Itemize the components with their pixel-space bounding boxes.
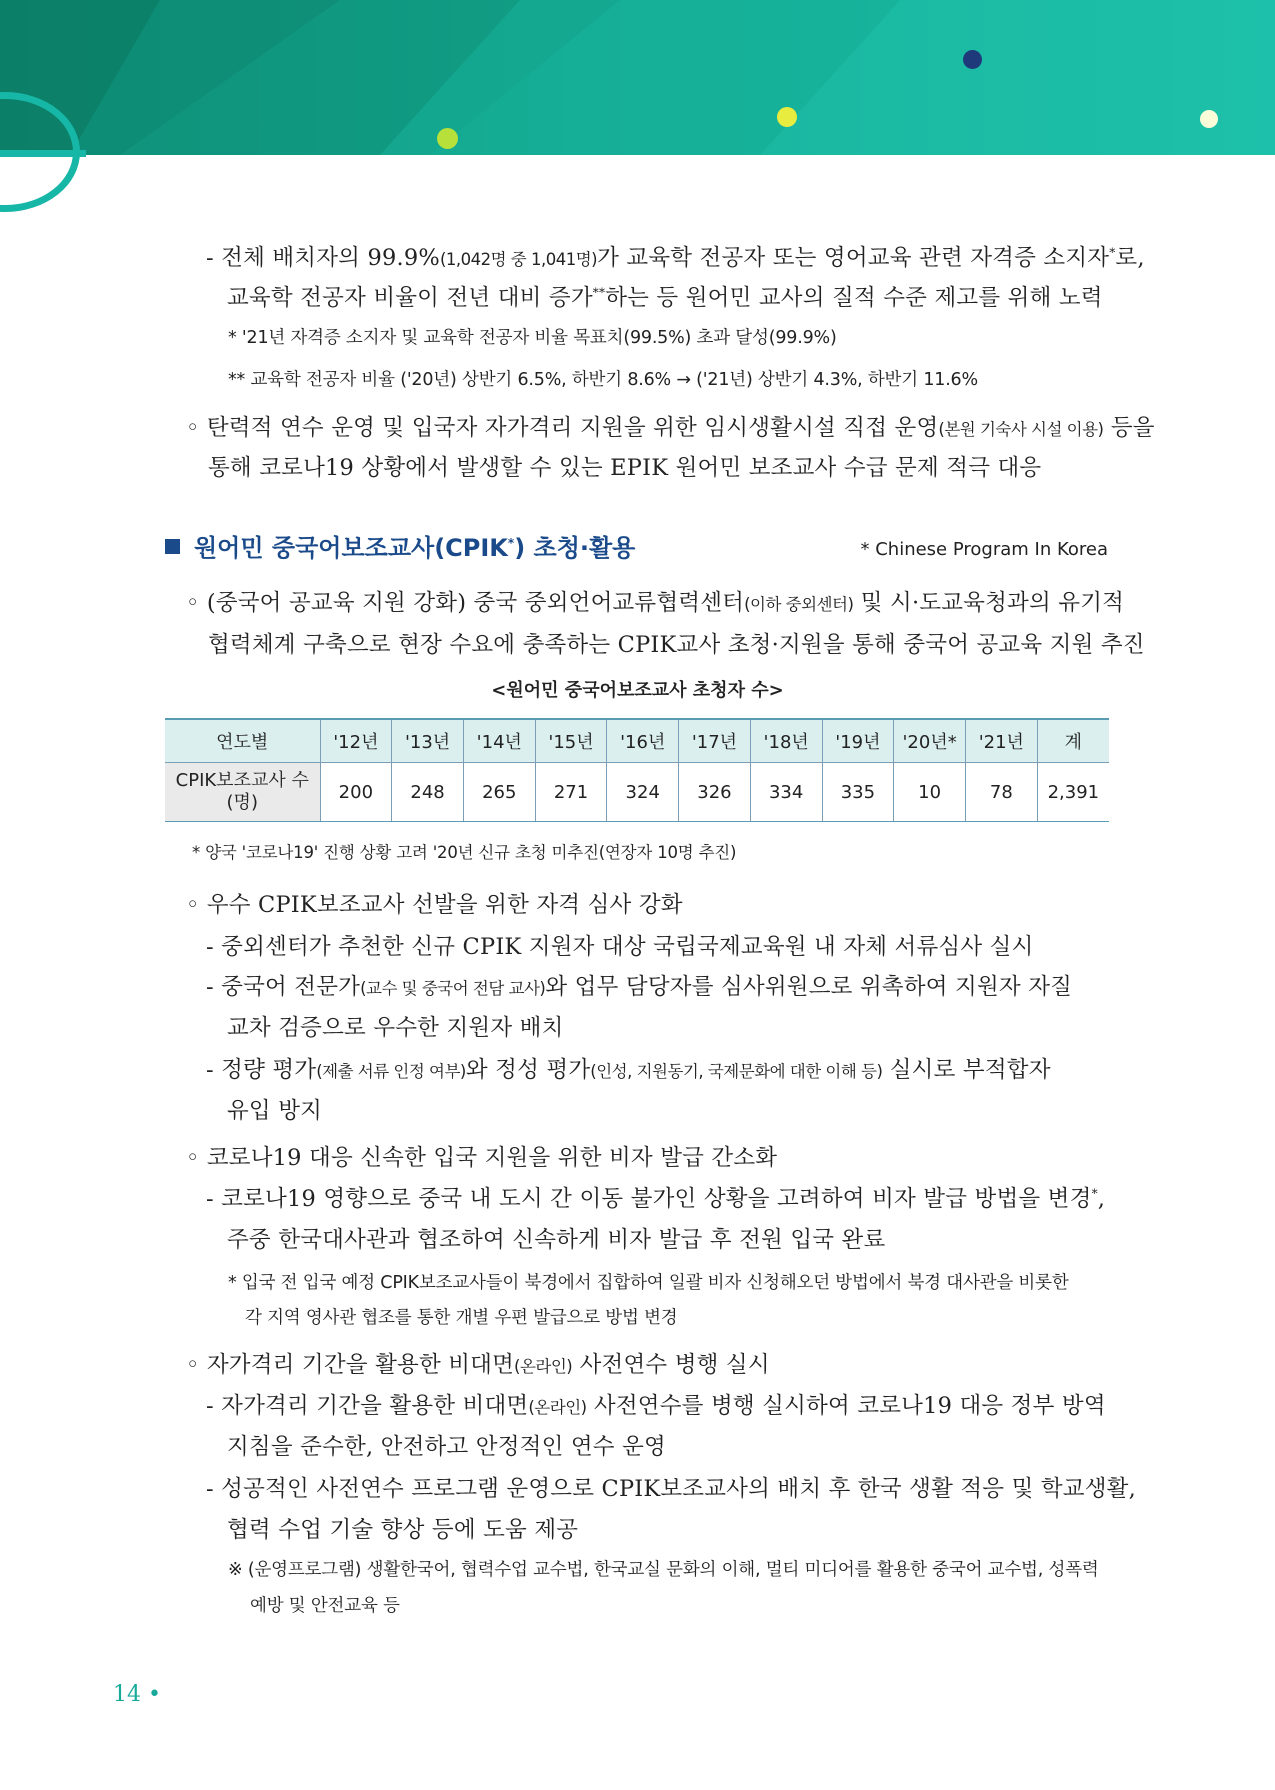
- decorative-ring-bar: [0, 150, 86, 157]
- table-cell: 324: [607, 763, 679, 822]
- navy-dot: [963, 50, 982, 69]
- year-header: '21년: [965, 719, 1037, 763]
- table-cell: 271: [535, 763, 607, 822]
- s2-dash2-cont: 교차 검증으로 우수한 지원자 배치: [227, 1015, 564, 1041]
- year-header: '18년: [750, 719, 822, 763]
- yellow-dot: [777, 107, 797, 127]
- s2-note2: 각 지역 영사관 협조를 통한 개별 우편 발급으로 방법 변경: [245, 1308, 678, 1328]
- row-label: CPIK보조교사 수 (명): [165, 763, 320, 822]
- square-bullet-icon: [165, 539, 180, 554]
- header-banner: [0, 0, 1275, 155]
- year-header: '15년: [535, 719, 607, 763]
- lime-dot: [437, 128, 458, 149]
- table-cell: 248: [392, 763, 464, 822]
- s2-bullet3: ◦ 자가격리 기간을 활용한 비대면(온라인) 사전연수 병행 실시: [186, 1352, 770, 1378]
- s2-dash4-cont: 주중 한국대사관과 협조하여 신속하게 비자 발급 후 전원 입국 완료: [227, 1227, 886, 1253]
- s2-bullet1: ◦ 우수 CPIK보조교사 선발을 위한 자격 심사 강화: [186, 892, 683, 918]
- year-header: '16년: [607, 719, 679, 763]
- s2-note1: * 입국 전 입국 예정 CPIK보조교사들이 북경에서 집합하여 일괄 비자 신청해오던 방법에서 북경 대사관을 비롯한: [228, 1273, 1069, 1293]
- s1-note2: ** 교육학 전공자 비율 ('20년) 상반기 6.5%, 하반기 8.6% → ('21년) 상반기 4.3%, 하반기 11.6%: [228, 370, 978, 390]
- table-cell: 326: [679, 763, 751, 822]
- intro-line2: 협력체계 구축으로 현장 수요에 충족하는 CPIK교사 초청·지원을 통해 중국어 공교육 지원 추진: [208, 632, 1145, 658]
- s1-bullet1: ◦ 탄력적 연수 운영 및 입국자 자가격리 지원을 위한 임시생활시설 직접 운영(본원 기숙사 시설 이용) 등을: [186, 415, 1155, 441]
- table-row: [165, 763, 1109, 822]
- table-header-row: [165, 719, 1109, 763]
- year-header: '14년: [463, 719, 535, 763]
- year-header: '17년: [679, 719, 751, 763]
- year-header: '13년: [392, 719, 464, 763]
- s2-dash5-cont: 지침을 준수한, 안전하고 안정적인 연수 운영: [227, 1434, 666, 1460]
- total-header: 계: [1037, 719, 1109, 763]
- table-cell: 200: [320, 763, 392, 822]
- table-corner: 연도별: [165, 719, 320, 763]
- table-cell: 265: [463, 763, 535, 822]
- s1-line1: - 전체 배치자의 99.9%(1,042명 중 1,041명)가 교육학 전공자 또는 영어교육 관련 자격증 소지자*로,: [206, 245, 1145, 271]
- section-heading: 원어민 중국어보조교사(CPIK*) 초청·활용: [165, 532, 635, 564]
- s2-program-note2: 예방 및 안전교육 등: [250, 1596, 400, 1616]
- s1-line2: 교육학 전공자 비율이 전년 대비 증가**하는 등 원어민 교사의 질적 수준 제고를 위해 노력: [227, 285, 1103, 311]
- page-number: 14 •: [113, 1682, 161, 1707]
- table-cell: 334: [750, 763, 822, 822]
- white-dot: [1200, 110, 1218, 128]
- year-header: '19년: [822, 719, 894, 763]
- s2-dash1: - 중외센터가 추천한 신규 CPIK 지원자 대상 국립국제교육원 내 자체 서류심사 실시: [206, 934, 1034, 960]
- s2-dash6: - 성공적인 사전연수 프로그램 운영으로 CPIK보조교사의 배치 후 한국 생활 적응 및 학교생활,: [206, 1476, 1136, 1502]
- s2-dash3-cont: 유입 방지: [227, 1098, 323, 1124]
- intro-line1: ◦ (중국어 공교육 지원 강화) 중국 중외언어교류협력센터(이하 중외센터) 및 시·도교육청과의 유기적: [186, 590, 1125, 616]
- banner-graphic: [0, 0, 1275, 155]
- s2-dash3: - 정량 평가(제출 서류 인정 여부)와 정성 평가(인성, 지원동기, 국제문화에 대한 이해 등) 실시로 부적합자: [206, 1057, 1051, 1083]
- table-cell: 78: [965, 763, 1037, 822]
- year-header: '20년*: [894, 719, 966, 763]
- heading-footnote: * Chinese Program In Korea: [860, 539, 1108, 560]
- s2-dash5: - 자가격리 기간을 활용한 비대면(온라인) 사전연수를 병행 실시하여 코로나19 대응 정부 방역: [206, 1393, 1106, 1419]
- table-cell: 10: [894, 763, 966, 822]
- s1-bullet1-cont: 통해 코로나19 상황에서 발생할 수 있는 EPIK 원어민 보조교사 수급 문제 적극 대응: [208, 455, 1042, 481]
- table-cell: 2,391: [1037, 763, 1109, 822]
- table-caption: <원어민 중국어보조교사 초청자 수>: [491, 680, 784, 701]
- s1-note1: * '21년 자격증 소지자 및 교육학 전공자 비율 목표치(99.5%) 초과 달성(99.9%): [228, 328, 837, 348]
- s2-dash6-cont: 협력 수업 기술 향상 등에 도움 제공: [227, 1517, 579, 1543]
- table-footnote: * 양국 '코로나19' 진행 상황 고려 '20년 신규 초청 미추진(연장자 10명 추진): [192, 843, 737, 862]
- s2-program-note1: ※ (운영프로그램) 생활한국어, 협력수업 교수법, 한국교실 문화의 이해, 멀티 미디어를 활용한 중국어 교수법, 성폭력: [228, 1560, 1099, 1580]
- s2-dash2: - 중국어 전문가(교수 및 중국어 전담 교사)와 업무 담당자를 심사위원으로 위촉하여 지원자 자질: [206, 974, 1073, 1000]
- table-cell: 335: [822, 763, 894, 822]
- year-header: '12년: [320, 719, 392, 763]
- s2-bullet2: ◦ 코로나19 대응 신속한 입국 지원을 위한 비자 발급 간소화: [186, 1145, 778, 1171]
- s2-dash4: - 코로나19 영향으로 중국 내 도시 간 이동 불가인 상황을 고려하여 비자 발급 방법을 변경*,: [206, 1186, 1106, 1212]
- cpik-table: [165, 718, 1109, 822]
